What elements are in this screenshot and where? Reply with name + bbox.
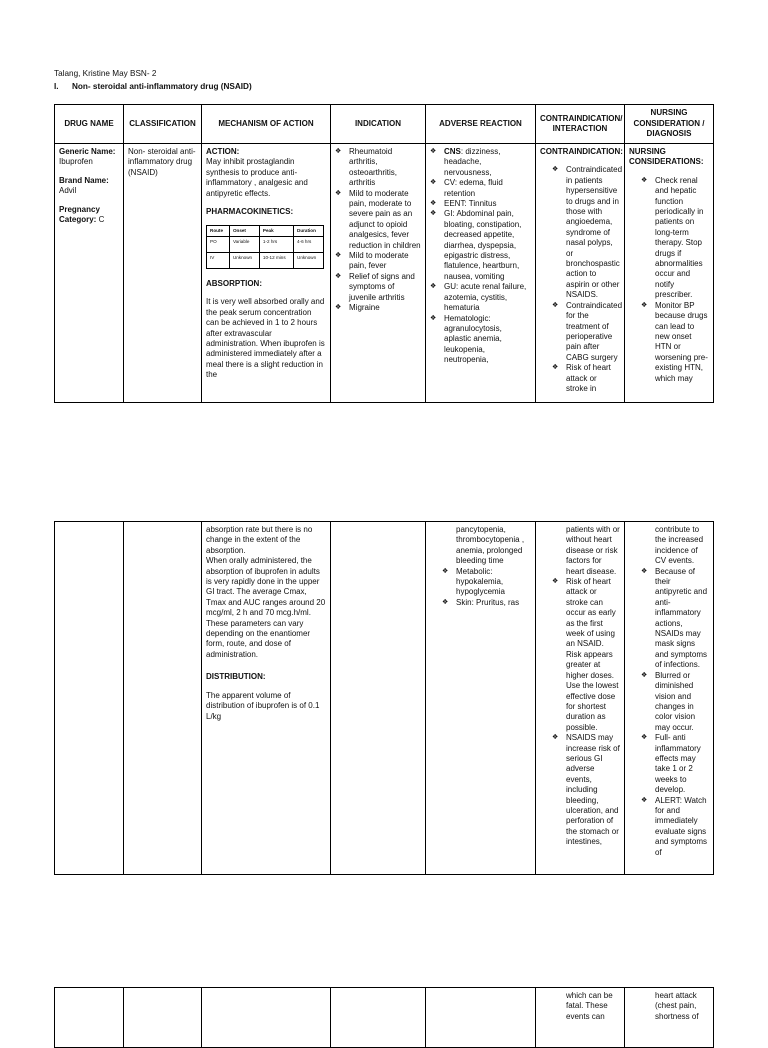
nursing-cell [625,144,714,403]
pk-header-route: Route [207,226,230,237]
col-header-drug-name: DRUG NAME [55,105,124,144]
nursing-cell-continued [625,522,714,875]
pk-cell: IV [207,253,230,269]
drug-name-cell-empty [55,522,124,875]
indication-cell [331,144,426,403]
section-heading [54,81,252,92]
col-header-indication: INDICATION [331,105,426,144]
contraindication-item: ❖ Contraindicated for the treatment of perioperative pain after CABG surgery [540,301,620,363]
nursing-item: ❖ Because of their antipyretic and anti-inflammatory actions, NSAIDs may mask signs and symptoms of infections. [629,567,709,671]
classification-cell-empty [124,522,202,875]
adverse-reaction-cell-empty [426,988,536,1048]
pk-cell: PO [207,237,230,253]
absorption-text-part-2: absorption rate but there is no change in the extent of the absorption. [206,525,313,555]
indication-item: ❖ Relief of signs and symptoms of juvenile arthritis [335,272,421,303]
col-header-classification: CLASSIFICATION [124,105,202,144]
pk-header-onset: Onset [229,226,259,237]
absorption-text-part-1: It is very well absorbed orally and the peak serum concentration can be achieved in 1 to 2 hours after extravascular administration. When ibuprofen is administered immediately after a meal there is a slight reduction in the [206,297,325,380]
col-header-adverse-reaction: ADVERSE REACTION [426,105,536,144]
col-header-mechanism: MECHANISM OF ACTION [202,105,331,144]
contraindication-item: ❖ Risk of heart attack or stroke in [540,363,620,394]
indication-item: ❖ Mild to moderate pain, fever [335,251,421,272]
contraindication-continued-text: which can be fatal. These events can [566,991,613,1021]
indication-cell-empty [331,988,426,1048]
mechanism-cell-empty [202,988,331,1048]
indication-cell-empty [331,522,426,875]
section-number: I. [54,82,59,91]
pk-cell: 1-2 hrs [259,237,293,253]
adverse-continued-text: pancytopenia, thrombocytopenia , anemia, prolonged bleeding time [456,525,525,566]
pk-cell: 4-6 hrs [294,237,324,253]
pregnancy-category-label: Pregnancy Category: [59,204,100,225]
classification-cell-empty [124,988,202,1048]
contraindication-label: CONTRAINDICATION: [540,147,623,156]
action-text: May inhibit prostaglandin synthesis to produce anti-inflammatory , analgesic and antipyretic effects. [206,157,308,198]
drug-table-page-2 [54,521,714,875]
adverse-item: ❖ Hematologic: agranulocytosis, aplastic anemia, leukopenia, neutropenia, [430,314,531,366]
mechanism-cell-continued [202,522,331,875]
contraindication-item: ❖ Contraindicated in patients hypersensitive to drugs and in those with angioedema, syndrome of nasal polyps, or bronchospastic action to aspirin or other NSAIDS. [540,165,620,300]
adverse-item: ❖ Skin: Pruritus, ras [430,598,531,608]
section-title: Non- steroidal anti-inflammatory drug (NSAID) [72,82,252,91]
col-header-nursing: NURSING CONSIDERATION / DIAGNOSIS [625,105,714,144]
pk-cell: 10-12 mins [259,253,293,269]
adverse-reaction-cell [426,144,536,403]
pharmacokinetics-table [206,225,324,269]
nursing-considerations-label: NURSING CONSIDERATIONS: [629,147,704,167]
indication-item: ❖ Rheumatoid arthritis, osteoarthritis, arthritis [335,147,421,189]
distribution-label: DISTRIBUTION: [206,672,266,682]
adverse-item-label: CNS [444,147,461,156]
absorption-label: ABSORPTION: [206,279,262,289]
pk-cell: Unknown [294,253,324,269]
classification-cell: Non- steroidal anti-inflammatory drug (NSAID) [124,144,202,403]
drug-name-cell-empty [55,988,124,1048]
adverse-item: ❖ EENT: Tinnitus [430,199,531,209]
adverse-item: ❖ GU: acute renal failure, azotemia, cystitis, hematuria [430,282,531,313]
adverse-item: ❖ CV: edema, fluid retention [430,178,531,199]
drug-table-page-1 [54,104,714,403]
brand-name-value: Advil [59,186,77,196]
contraindication-continued-text: patients with or without heart disease or risk factors for heart disease. [566,525,620,576]
adverse-item: ❖ GI: Abdominal pain, bloating, constipation, decreased appetite, diarrhea, dyspepsia, epigastric distress, flatulence, heartburn, nausea, vomiting [430,209,531,282]
contraindication-cell-continued [536,988,625,1048]
adverse-item: ❖ Metabolic: hypokalemia, hypoglycemia [430,567,531,598]
contraindication-cell [536,144,625,403]
mechanism-cell [202,144,331,403]
nursing-item: ❖ Monitor BP because drugs can lead to new onset HTN or worsening pre-existing HTN, which may [629,301,709,384]
nursing-continued-text: contribute to the increased incidence of CV events. [655,525,704,566]
pk-cell: Variable [229,237,259,253]
adverse-reaction-cell-continued [426,522,536,875]
pharmacokinetics-label: PHARMACOKINETICS: [206,207,294,217]
pk-cell: Unknown [229,253,259,269]
contraindication-item: ❖ Risk of heart attack or stroke can occur as early as the first week of using an NSAID. Risk appears greater at higher doses. Use the lowest effective dose for shortest duration as possible. [540,577,620,733]
brand-name-label: Brand Name: [59,175,109,185]
generic-name-label: Generic Name: [59,147,116,156]
col-header-contraindication: CONTRAINDICATION/ INTERACTION [536,105,625,144]
indication-item: ❖ Mild to moderate pain, moderate to severe pain as an adjunct to opioid analgesics, fever reduction in children [335,189,421,251]
drug-table-page-3 [54,987,714,1048]
pk-header-duration: Duration [294,226,324,237]
action-label: ACTION: [206,147,240,156]
contraindication-cell-continued [536,522,625,875]
drug-name-cell [55,144,124,403]
pregnancy-category-value: C [98,215,105,225]
nursing-item: ❖ Full- anti inflammatory effects may take 1 or 2 weeks to develop. [629,733,709,795]
nursing-cell-continued [625,988,714,1048]
indication-item: ❖ Migraine [335,303,421,313]
adverse-item [430,147,531,178]
nursing-item: ❖ ALERT: Watch for and immediately evaluate signs and symptoms of [629,796,709,858]
nursing-item: ❖ Blurred or diminished vision and changes in color vision may occur. [629,671,709,733]
document-author: Talang, Kristine May BSN- 2 [54,69,157,78]
distribution-text: The apparent volume of distribution of ibuprofen is of 0.1 L/kg [206,690,320,721]
adverse-item-text: : dizziness, headache, nervousness, [444,147,501,177]
contraindication-item: ❖ NSAIDS may increase risk of serious GI adverse events, including bleeding, ulceration, and perforation of the stomach or intestines, [540,733,620,847]
pk-header-peak: Peak [259,226,293,237]
absorption-text-part-3: When orally administered, the absorption of ibuprofen in adults is very rapidly done in the upper GI tract. The average Cmax, Tmax and AUC ranges around 20 mcg/ml, 2 h and 70 mcg.h/ml. These parameters can vary depending on the enantiomer form, route, and dose of administration. [206,556,326,659]
nursing-item: ❖ Check renal and hepatic function periodically in patients on long-term therapy. Stop drugs if abnormalities occur and notify prescriber. [629,176,709,301]
nursing-continued-text: heart attack (chest pain, shortness of [655,991,699,1021]
generic-name-value: Ibuprofen [59,157,93,167]
